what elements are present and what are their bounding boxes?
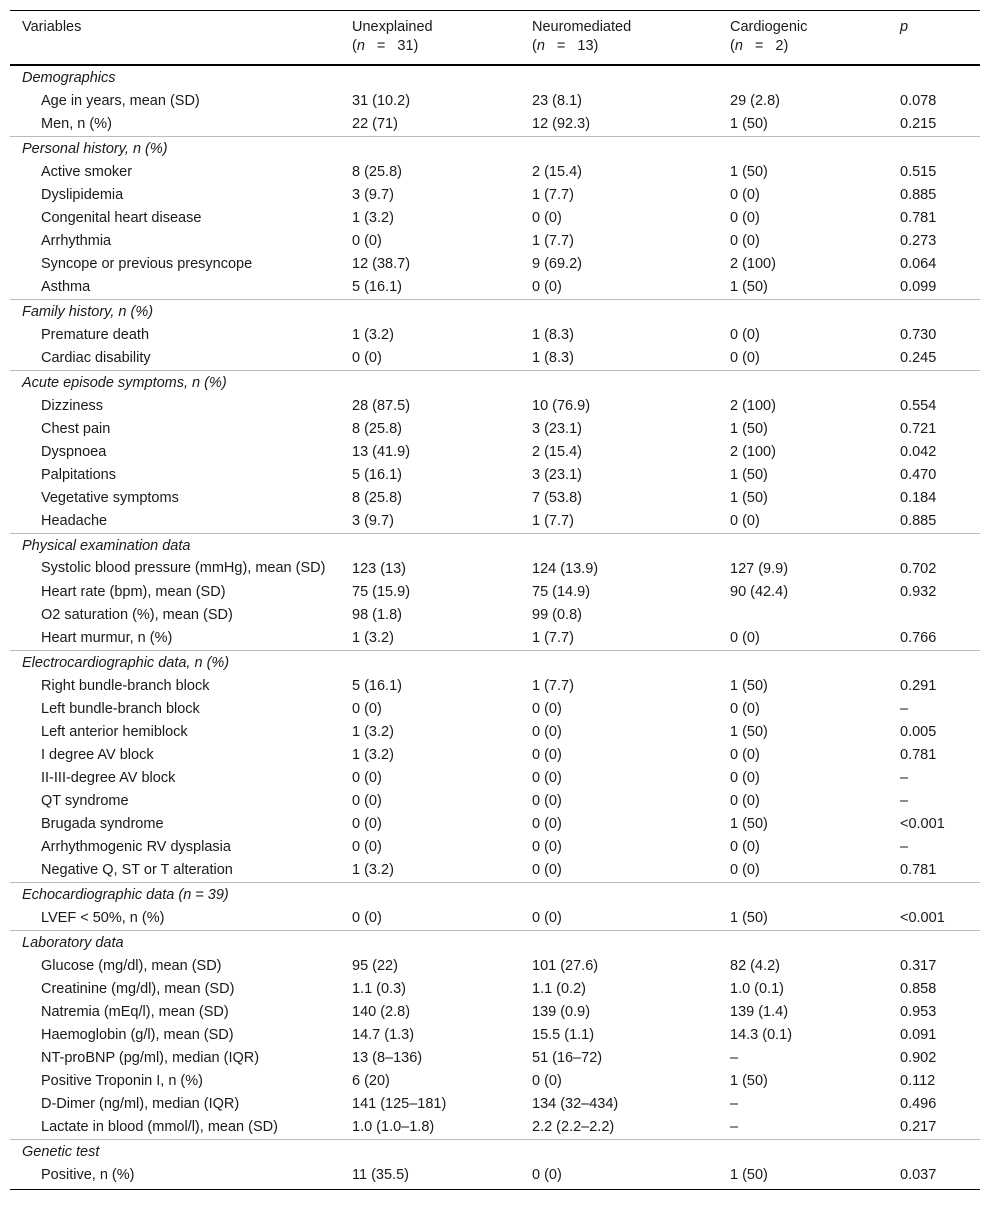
variable-label: Haemoglobin (g/l), mean (SD) [41, 1027, 234, 1043]
neuromediated-value: 1 (8.3) [532, 327, 574, 343]
variable-label: Syncope or previous presyncope [41, 256, 253, 272]
variable-label: D-Dimer (ng/ml), median (IQR) [41, 1096, 240, 1112]
neuromediated-value: 9 (69.2) [532, 256, 582, 272]
unexplained-value: 13 (41.9) [352, 444, 411, 460]
table-row [10, 184, 980, 207]
unexplained-value: 6 (20) [352, 1073, 390, 1089]
cardiogenic-value: 0 (0) [730, 701, 760, 717]
table-row [10, 324, 980, 347]
cardiogenic-value: 1 (50) [730, 467, 768, 483]
neuromediated-value: 0 (0) [532, 701, 562, 717]
variable-label: Dizziness [41, 398, 104, 414]
table-row [10, 395, 980, 418]
unexplained-value: 28 (87.5) [352, 398, 411, 414]
table-row [10, 1164, 980, 1190]
p-value: 0.721 [900, 421, 937, 437]
section-row [10, 931, 980, 956]
unexplained-value: 13 (8–136) [352, 1050, 423, 1066]
unexplained-value: 3 (9.7) [352, 513, 394, 529]
p-value: 0.078 [900, 93, 937, 109]
table-row [10, 113, 980, 137]
section-title: Demographics [22, 70, 116, 86]
section-row [10, 534, 980, 559]
table-header [10, 11, 980, 66]
neuromediated-value: 0 (0) [532, 1073, 562, 1089]
section-title: Physical examination data [10, 534, 980, 559]
neuromediated-value: 1 (7.7) [532, 513, 574, 529]
neuromediated-value: 1 (7.7) [532, 678, 574, 694]
variable-label: Systolic blood pressure (mmHg), mean (SD) [41, 560, 326, 576]
table-row [10, 558, 980, 581]
cardiogenic-value: 14.3 (0.1) [730, 1027, 793, 1043]
neuromediated-value: 0 (0) [532, 839, 562, 855]
neuromediated-value: 0 (0) [532, 210, 562, 226]
neuromediated-value: 23 (8.1) [532, 93, 582, 109]
variable-label: Natremia (mEq/l), mean (SD) [41, 1004, 229, 1020]
section-title: Echocardiographic data (n = 39) [10, 883, 980, 908]
unexplained-value: 1.1 (0.3) [352, 981, 406, 997]
table-row [10, 487, 980, 510]
table-row [10, 836, 980, 859]
neuromediated-value: 0 (0) [532, 724, 562, 740]
variable-label: Positive, n (%) [41, 1167, 135, 1183]
cardiogenic-value: 29 (2.8) [730, 93, 780, 109]
variable-label: Dyspnoea [41, 444, 107, 460]
neuromediated-value: 124 (13.9) [532, 561, 599, 577]
cardiogenic-value: 2 (100) [730, 398, 776, 414]
neuromediated-value: 3 (23.1) [532, 421, 582, 437]
variable-label: Asthma [41, 279, 91, 295]
cardiogenic-value: 0 (0) [730, 350, 760, 366]
cardiogenic-value: 1.0 (0.1) [730, 981, 784, 997]
unexplained-value: 95 (22) [352, 958, 398, 974]
neuromediated-value: 0 (0) [532, 793, 562, 809]
variable-label: Heart murmur, n (%) [41, 630, 173, 646]
variable-label: Negative Q, ST or T alteration [41, 862, 233, 878]
variable-label: Heart rate (bpm), mean (SD) [41, 584, 226, 600]
neuromediated-value: 0 (0) [532, 862, 562, 878]
variable-label: Age in years, mean (SD) [41, 93, 200, 109]
p-value: 0.730 [900, 327, 937, 343]
p-value: 0.112 [900, 1073, 936, 1089]
neuromediated-value: 2 (15.4) [532, 444, 582, 460]
table-row [10, 441, 980, 464]
header-cardiogenic: Cardiogenic (n = 2) [730, 19, 808, 54]
cardiogenic-value: 1 (50) [730, 279, 768, 295]
table-row [10, 161, 980, 184]
variable-label: Right bundle-branch block [41, 678, 210, 694]
variable-label: Vegetative symptoms [41, 490, 179, 506]
variable-label: Congenital heart disease [41, 210, 202, 226]
p-value: – [900, 701, 909, 717]
p-value: <0.001 [900, 910, 945, 926]
p-value: 0.217 [900, 1119, 937, 1135]
table-row [10, 418, 980, 441]
cardiogenic-value: 1 (50) [730, 164, 768, 180]
cardiogenic-value: 1 (50) [730, 490, 768, 506]
unexplained-value: 14.7 (1.3) [352, 1027, 415, 1043]
unexplained-value: 0 (0) [352, 793, 382, 809]
cardiogenic-value: 0 (0) [730, 793, 760, 809]
table-row [10, 1024, 980, 1047]
neuromediated-value: 134 (32–434) [532, 1096, 619, 1112]
neuromediated-value: 1 (8.3) [532, 350, 574, 366]
p-value: 0.953 [900, 1004, 937, 1020]
p-value: – [900, 839, 909, 855]
table-row [10, 790, 980, 813]
unexplained-value: 8 (25.8) [352, 421, 402, 437]
section-title: Acute episode symptoms, n (%) [10, 371, 980, 396]
cardiogenic-value: 139 (1.4) [730, 1004, 789, 1020]
variable-label: Chest pain [41, 421, 111, 437]
p-value: 0.064 [900, 256, 937, 272]
table-row [10, 1116, 980, 1140]
section-row [10, 1140, 980, 1165]
unexplained-value: 0 (0) [352, 910, 382, 926]
p-value: 0.885 [900, 187, 937, 203]
unexplained-value: 12 (38.7) [352, 256, 411, 272]
unexplained-value: 0 (0) [352, 839, 382, 855]
table-row [10, 510, 980, 534]
variable-label: NT-proBNP (pg/ml), median (IQR) [41, 1050, 260, 1066]
cardiogenic-value: 1 (50) [730, 724, 768, 740]
unexplained-value: 140 (2.8) [352, 1004, 411, 1020]
variable-label: Cardiac disability [41, 350, 151, 366]
variable-label: I degree AV block [41, 747, 154, 763]
p-value: 0.245 [900, 350, 937, 366]
section-title: Family history, n (%) [10, 300, 980, 325]
neuromediated-value: 1 (7.7) [532, 233, 574, 249]
p-value: – [900, 793, 909, 809]
section-row [10, 883, 980, 908]
table-row [10, 698, 980, 721]
cardiogenic-value: – [730, 1096, 739, 1112]
unexplained-value: 141 (125–181) [352, 1096, 447, 1112]
unexplained-value: 123 (13) [352, 561, 407, 577]
unexplained-value: 0 (0) [352, 350, 382, 366]
cardiogenic-value: 1 (50) [730, 1073, 768, 1089]
unexplained-value: 8 (25.8) [352, 490, 402, 506]
neuromediated-value: 15.5 (1.1) [532, 1027, 595, 1043]
p-value: 0.858 [900, 981, 937, 997]
p-value: 0.099 [900, 279, 937, 295]
characteristics-table [10, 10, 980, 1190]
p-value: 0.091 [900, 1027, 937, 1043]
table-row [10, 955, 980, 978]
variable-label: Left anterior hemiblock [41, 724, 188, 740]
neuromediated-value: 7 (53.8) [532, 490, 582, 506]
variable-label: Brugada syndrome [41, 816, 164, 832]
cardiogenic-value: 0 (0) [730, 233, 760, 249]
variable-label: Men, n (%) [41, 116, 112, 132]
table-row [10, 721, 980, 744]
cardiogenic-value: 0 (0) [730, 839, 760, 855]
section-row [10, 371, 980, 396]
neuromediated-value: 0 (0) [532, 770, 562, 786]
table-row [10, 1001, 980, 1024]
variable-label: Creatinine (mg/dl), mean (SD) [41, 981, 235, 997]
section-row [10, 300, 980, 325]
unexplained-value: 22 (71) [352, 116, 398, 132]
neuromediated-value: 1 (7.7) [532, 630, 574, 646]
neuromediated-value: 10 (76.9) [532, 398, 591, 414]
cardiogenic-value: 0 (0) [730, 210, 760, 226]
table-row [10, 907, 980, 931]
variable-label: O2 saturation (%), mean (SD) [41, 607, 233, 623]
unexplained-value: 75 (15.9) [352, 584, 411, 600]
table-row [10, 744, 980, 767]
neuromediated-value: 3 (23.1) [532, 467, 582, 483]
neuromediated-value: 0 (0) [532, 910, 562, 926]
unexplained-value: 0 (0) [352, 233, 382, 249]
variable-label: Arrhythmia [41, 233, 112, 249]
cardiogenic-value: – [730, 1119, 739, 1135]
unexplained-value: 1.0 (1.0–1.8) [352, 1119, 435, 1135]
variable-label: Arrhythmogenic RV dysplasia [41, 839, 231, 855]
neuromediated-value: 1.1 (0.2) [532, 981, 586, 997]
p-value: 0.184 [900, 490, 937, 506]
section-title: Laboratory data [10, 931, 980, 956]
section-row [10, 651, 980, 676]
neuromediated-value: 1 (7.7) [532, 187, 574, 203]
p-value: 0.215 [900, 116, 937, 132]
cardiogenic-value: 0 (0) [730, 187, 760, 203]
table-row [10, 859, 980, 883]
cardiogenic-value: 0 (0) [730, 327, 760, 343]
neuromediated-value: 12 (92.3) [532, 116, 591, 132]
cardiogenic-value: 0 (0) [730, 862, 760, 878]
neuromediated-value: 0 (0) [532, 816, 562, 832]
variable-label: LVEF < 50%, n (%) [41, 910, 165, 926]
header-variables: Variables [22, 19, 82, 35]
cardiogenic-value: – [730, 1050, 739, 1066]
unexplained-value: 1 (3.2) [352, 630, 394, 646]
unexplained-value: 3 (9.7) [352, 187, 394, 203]
p-value: 0.781 [900, 747, 937, 763]
neuromediated-value: 0 (0) [532, 747, 562, 763]
neuromediated-value: 75 (14.9) [532, 584, 591, 600]
p-value: 0.781 [900, 862, 937, 878]
table-row [10, 581, 980, 604]
unexplained-value: 0 (0) [352, 816, 382, 832]
p-value: 0.766 [900, 630, 937, 646]
variable-label: Active smoker [41, 164, 133, 180]
p-value: 0.515 [900, 164, 937, 180]
table-row [10, 253, 980, 276]
header-unexplained: Unexplained (n = 31) [352, 19, 433, 54]
cardiogenic-value: 1 (50) [730, 678, 768, 694]
table-row [10, 207, 980, 230]
neuromediated-value: 0 (0) [532, 1167, 562, 1183]
cardiogenic-value: 1 (50) [730, 816, 768, 832]
p-value [888, 604, 980, 627]
p-value: 0.005 [900, 724, 937, 740]
table-row [10, 675, 980, 698]
cardiogenic-value: 1 (50) [730, 1167, 768, 1183]
variable-label: Headache [41, 513, 108, 529]
variable-label: Premature death [41, 327, 150, 343]
cardiogenic-value: 127 (9.9) [730, 561, 789, 577]
unexplained-value: 8 (25.8) [352, 164, 402, 180]
unexplained-value: 31 (10.2) [352, 93, 411, 109]
cardiogenic-value [718, 604, 888, 627]
section-title: Personal history, n (%) [10, 137, 980, 162]
unexplained-value: 11 (35.5) [352, 1167, 409, 1183]
variable-label: Left bundle-branch block [41, 701, 200, 717]
table-body [10, 65, 980, 1190]
p-value: 0.702 [900, 561, 937, 577]
variable-label: Dyslipidemia [41, 187, 124, 203]
p-value: 0.932 [900, 584, 937, 600]
neuromediated-value: 99 (0.8) [532, 607, 582, 623]
variable-label: QT syndrome [41, 793, 129, 809]
p-value: 0.291 [900, 678, 937, 694]
variable-label: Positive Troponin I, n (%) [41, 1073, 203, 1089]
header-row [10, 11, 980, 66]
table-row [10, 978, 980, 1001]
unexplained-value: 5 (16.1) [352, 678, 402, 694]
table-row [10, 464, 980, 487]
neuromediated-value: 2 (15.4) [532, 164, 582, 180]
p-value: 0.902 [900, 1050, 937, 1066]
variable-label: Lactate in blood (mmol/l), mean (SD) [41, 1119, 278, 1135]
p-value: 0.273 [900, 233, 937, 249]
cardiogenic-value: 0 (0) [730, 747, 760, 763]
table-row [10, 813, 980, 836]
p-value: 0.037 [900, 1167, 937, 1183]
table-row [10, 1070, 980, 1093]
section-row [10, 65, 980, 90]
header-p-value: p [900, 19, 909, 35]
variable-label: II-III-degree AV block [41, 770, 176, 786]
unexplained-value: 0 (0) [352, 770, 382, 786]
unexplained-value: 98 (1.8) [352, 607, 402, 623]
unexplained-value: 5 (16.1) [352, 279, 402, 295]
cardiogenic-value: 1 (50) [730, 421, 768, 437]
table-row [10, 767, 980, 790]
cardiogenic-value: 0 (0) [730, 770, 760, 786]
p-value: – [900, 770, 909, 786]
unexplained-value: 1 (3.2) [352, 210, 394, 226]
p-value: 0.042 [900, 444, 937, 460]
table-page [10, 10, 980, 1190]
cardiogenic-value: 82 (4.2) [730, 958, 780, 974]
table-row [10, 604, 980, 627]
section-title: Electrocardiographic data, n (%) [10, 651, 980, 676]
p-value: 0.554 [900, 398, 937, 414]
table-row [10, 230, 980, 253]
table-row [10, 347, 980, 371]
neuromediated-value: 51 (16–72) [532, 1050, 603, 1066]
table-row [10, 1047, 980, 1070]
p-value: 0.781 [900, 210, 937, 226]
cardiogenic-value: 90 (42.4) [730, 584, 789, 600]
cardiogenic-value: 1 (50) [730, 910, 768, 926]
unexplained-value: 1 (3.2) [352, 747, 394, 763]
cardiogenic-value: 2 (100) [730, 444, 776, 460]
p-value: 0.885 [900, 513, 937, 529]
section-row [10, 137, 980, 162]
p-value: 0.496 [900, 1096, 937, 1112]
unexplained-value: 5 (16.1) [352, 467, 402, 483]
neuromediated-value: 2.2 (2.2–2.2) [532, 1119, 615, 1135]
neuromediated-value: 0 (0) [532, 279, 562, 295]
unexplained-value: 1 (3.2) [352, 862, 394, 878]
cardiogenic-value: 0 (0) [730, 513, 760, 529]
cardiogenic-value: 1 (50) [730, 116, 768, 132]
table-row [10, 90, 980, 113]
section-title: Genetic test [10, 1140, 980, 1165]
table-row [10, 1093, 980, 1116]
variable-label: Palpitations [41, 467, 116, 483]
p-value: <0.001 [900, 816, 945, 832]
unexplained-value: 1 (3.2) [352, 327, 394, 343]
neuromediated-value: 101 (27.6) [532, 958, 599, 974]
cardiogenic-value: 0 (0) [730, 630, 760, 646]
cardiogenic-value: 2 (100) [730, 256, 776, 272]
p-value: 0.317 [900, 958, 937, 974]
neuromediated-value: 139 (0.9) [532, 1004, 591, 1020]
table-row [10, 276, 980, 300]
header-neuromediated: Neuromediated (n = 13) [532, 19, 632, 54]
unexplained-value: 1 (3.2) [352, 724, 394, 740]
p-value: 0.470 [900, 467, 937, 483]
unexplained-value: 0 (0) [352, 701, 382, 717]
variable-label: Glucose (mg/dl), mean (SD) [41, 958, 222, 974]
table-row [10, 627, 980, 651]
